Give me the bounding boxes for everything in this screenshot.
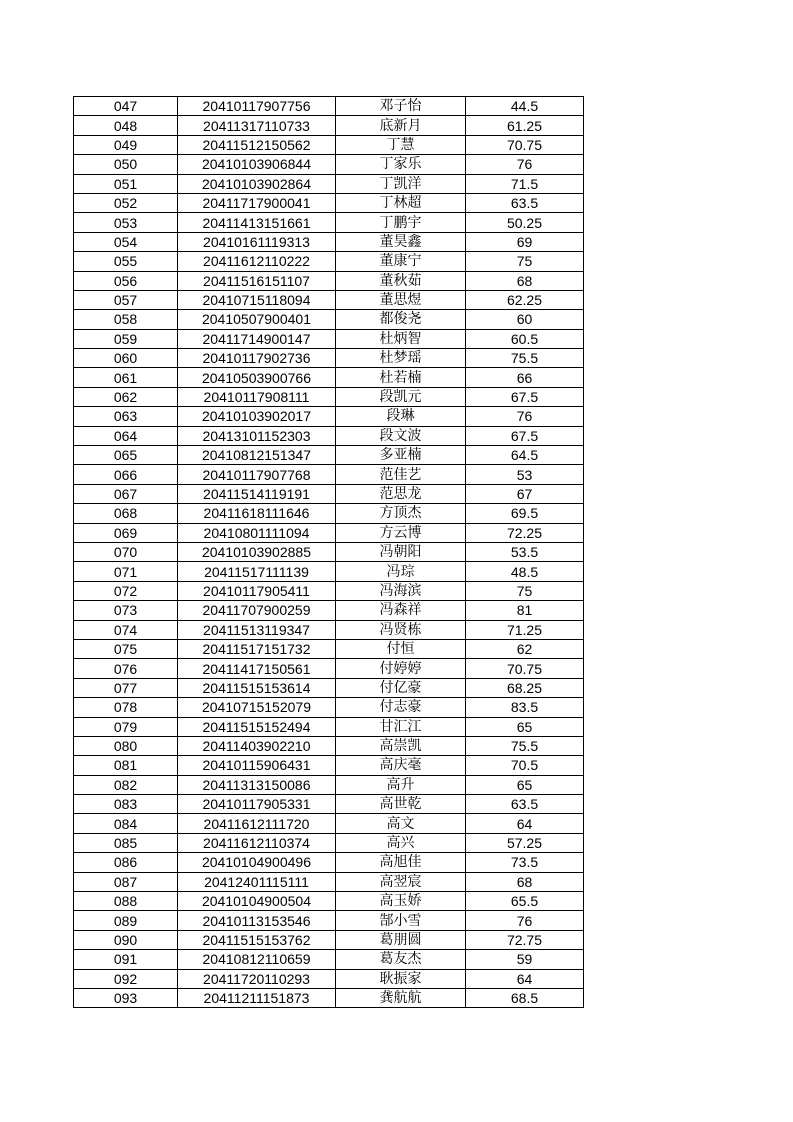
score-cell: 66 (466, 368, 584, 387)
table-row (74, 523, 584, 542)
student-name-cell: 多亚楠 (336, 446, 466, 465)
score-cell: 64 (466, 969, 584, 988)
student-name-cell: 范佳艺 (336, 465, 466, 484)
row-number-cell: 083 (74, 795, 178, 814)
exam-id-cell: 20410117908111 (178, 387, 336, 406)
student-name-cell: 高崇凯 (336, 736, 466, 755)
score-cell: 76 (466, 911, 584, 930)
student-name-cell: 丁鹏宇 (336, 213, 466, 232)
student-name-cell: 高玉娇 (336, 892, 466, 911)
exam-id-cell: 20411417150561 (178, 659, 336, 678)
student-name-cell: 段凯元 (336, 387, 466, 406)
table-row (74, 387, 584, 406)
table-row (74, 795, 584, 814)
student-name-cell: 董思煜 (336, 290, 466, 309)
row-number-cell: 084 (74, 814, 178, 833)
exam-id-cell: 20410103902885 (178, 542, 336, 561)
row-number-cell: 092 (74, 969, 178, 988)
row-number-cell: 047 (74, 97, 178, 116)
score-cell: 75 (466, 581, 584, 600)
row-number-cell: 058 (74, 310, 178, 329)
student-name-cell: 都俊尧 (336, 310, 466, 329)
score-cell: 75.5 (466, 349, 584, 368)
score-cell: 73.5 (466, 853, 584, 872)
student-name-cell: 高世乾 (336, 795, 466, 814)
exam-id-cell: 20410801111094 (178, 523, 336, 542)
score-cell: 64.5 (466, 446, 584, 465)
exam-id-cell: 20411515153614 (178, 678, 336, 697)
table-row (74, 562, 584, 581)
row-number-cell: 086 (74, 853, 178, 872)
student-name-cell: 段文波 (336, 426, 466, 445)
row-number-cell: 093 (74, 988, 178, 1007)
row-number-cell: 090 (74, 930, 178, 949)
exam-id-cell: 20411512150562 (178, 135, 336, 154)
table-row (74, 853, 584, 872)
table-row (74, 639, 584, 658)
table-body (74, 97, 584, 1008)
exam-id-cell: 20410507900401 (178, 310, 336, 329)
row-number-cell: 069 (74, 523, 178, 542)
score-cell: 76 (466, 407, 584, 426)
exam-id-cell: 20410812151347 (178, 446, 336, 465)
score-cell: 68 (466, 271, 584, 290)
row-number-cell: 071 (74, 562, 178, 581)
table-row (74, 892, 584, 911)
exam-id-cell: 20411413151661 (178, 213, 336, 232)
table-row (74, 290, 584, 309)
student-name-cell: 付亿豪 (336, 678, 466, 697)
row-number-cell: 052 (74, 193, 178, 212)
row-number-cell: 080 (74, 736, 178, 755)
table-row (74, 116, 584, 135)
table-row (74, 542, 584, 561)
student-name-cell: 付婷婷 (336, 659, 466, 678)
student-name-cell: 董昊鑫 (336, 232, 466, 251)
table-row (74, 698, 584, 717)
row-number-cell: 082 (74, 775, 178, 794)
table-row (74, 310, 584, 329)
student-name-cell: 冯海滨 (336, 581, 466, 600)
exam-id-cell: 20410117902736 (178, 349, 336, 368)
student-name-cell: 葛朋圆 (336, 930, 466, 949)
score-cell: 75.5 (466, 736, 584, 755)
exam-id-cell: 20411317110733 (178, 116, 336, 135)
exam-id-cell: 20411515153762 (178, 930, 336, 949)
score-cell: 69.5 (466, 504, 584, 523)
exam-id-cell: 20410103902864 (178, 174, 336, 193)
row-number-cell: 059 (74, 329, 178, 348)
score-cell: 68.25 (466, 678, 584, 697)
exam-id-cell: 20411514119191 (178, 484, 336, 503)
row-number-cell: 061 (74, 368, 178, 387)
table-row (74, 678, 584, 697)
student-name-cell: 郜小雪 (336, 911, 466, 930)
row-number-cell: 067 (74, 484, 178, 503)
row-number-cell: 089 (74, 911, 178, 930)
score-cell: 67 (466, 484, 584, 503)
score-cell: 63.5 (466, 795, 584, 814)
row-number-cell: 049 (74, 135, 178, 154)
exam-id-cell: 20410117905331 (178, 795, 336, 814)
table-row (74, 659, 584, 678)
row-number-cell: 091 (74, 950, 178, 969)
student-name-cell: 冯朝阳 (336, 542, 466, 561)
row-number-cell: 051 (74, 174, 178, 193)
score-cell: 76 (466, 155, 584, 174)
exam-id-cell: 20410715118094 (178, 290, 336, 309)
exam-id-cell: 20411403902210 (178, 736, 336, 755)
student-name-cell: 董秋茹 (336, 271, 466, 290)
score-cell: 60 (466, 310, 584, 329)
student-name-cell: 耿振家 (336, 969, 466, 988)
student-name-cell: 丁慧 (336, 135, 466, 154)
row-number-cell: 048 (74, 116, 178, 135)
table-row (74, 426, 584, 445)
score-cell: 70.75 (466, 659, 584, 678)
student-name-cell: 高兴 (336, 833, 466, 852)
student-name-cell: 冯森祥 (336, 601, 466, 620)
student-name-cell: 甘汇江 (336, 717, 466, 736)
score-cell: 50.25 (466, 213, 584, 232)
row-number-cell: 072 (74, 581, 178, 600)
score-cell: 81 (466, 601, 584, 620)
table-row (74, 407, 584, 426)
student-name-cell: 段琳 (336, 407, 466, 426)
student-name-cell: 高文 (336, 814, 466, 833)
score-cell: 75 (466, 252, 584, 271)
table-row (74, 232, 584, 251)
exam-id-cell: 20410104900504 (178, 892, 336, 911)
exam-id-cell: 20411720110293 (178, 969, 336, 988)
table-row (74, 872, 584, 891)
score-cell: 60.5 (466, 329, 584, 348)
row-number-cell: 057 (74, 290, 178, 309)
exam-id-cell: 20411211151873 (178, 988, 336, 1007)
table-row (74, 193, 584, 212)
table-row (74, 581, 584, 600)
score-cell: 62.25 (466, 290, 584, 309)
student-name-cell: 丁凯洋 (336, 174, 466, 193)
exam-id-cell: 20410812110659 (178, 950, 336, 969)
row-number-cell: 050 (74, 155, 178, 174)
row-number-cell: 075 (74, 639, 178, 658)
score-cell: 70.75 (466, 135, 584, 154)
student-name-cell: 葛友杰 (336, 950, 466, 969)
student-name-cell: 高庆毫 (336, 756, 466, 775)
score-cell: 72.75 (466, 930, 584, 949)
table-row (74, 775, 584, 794)
exam-id-cell: 20412401115111 (178, 872, 336, 891)
table-row (74, 911, 584, 930)
student-name-cell: 底新月 (336, 116, 466, 135)
score-cell: 68 (466, 872, 584, 891)
row-number-cell: 074 (74, 620, 178, 639)
student-name-cell: 付志豪 (336, 698, 466, 717)
score-cell: 67.5 (466, 426, 584, 445)
row-number-cell: 085 (74, 833, 178, 852)
table-row (74, 174, 584, 193)
score-sheet (73, 96, 584, 1008)
student-name-cell: 董康宁 (336, 252, 466, 271)
exam-id-cell: 20410161119313 (178, 232, 336, 251)
exam-id-cell: 20410503900766 (178, 368, 336, 387)
table-row (74, 155, 584, 174)
table-row (74, 97, 584, 116)
exam-id-cell: 20411517111139 (178, 562, 336, 581)
student-name-cell: 邓子怡 (336, 97, 466, 116)
student-name-cell: 高旭佳 (336, 853, 466, 872)
exam-id-cell: 20410715152079 (178, 698, 336, 717)
table-row (74, 717, 584, 736)
exam-id-cell: 20411513119347 (178, 620, 336, 639)
table-row (74, 252, 584, 271)
table-row (74, 465, 584, 484)
student-name-cell: 丁家乐 (336, 155, 466, 174)
score-cell: 63.5 (466, 193, 584, 212)
exam-id-cell: 20411707900259 (178, 601, 336, 620)
score-cell: 65 (466, 717, 584, 736)
table-row (74, 504, 584, 523)
score-cell: 64 (466, 814, 584, 833)
row-number-cell: 081 (74, 756, 178, 775)
row-number-cell: 054 (74, 232, 178, 251)
table-row (74, 736, 584, 755)
exam-id-cell: 20411612111720 (178, 814, 336, 833)
exam-id-cell: 20410104900496 (178, 853, 336, 872)
table-row (74, 601, 584, 620)
score-table (73, 96, 584, 1008)
student-name-cell: 冯琮 (336, 562, 466, 581)
score-cell: 57.25 (466, 833, 584, 852)
score-cell: 44.5 (466, 97, 584, 116)
row-number-cell: 068 (74, 504, 178, 523)
table-row (74, 833, 584, 852)
row-number-cell: 088 (74, 892, 178, 911)
table-row (74, 271, 584, 290)
row-number-cell: 073 (74, 601, 178, 620)
exam-id-cell: 20411515152494 (178, 717, 336, 736)
row-number-cell: 062 (74, 387, 178, 406)
exam-id-cell: 20410113153546 (178, 911, 336, 930)
score-cell: 67.5 (466, 387, 584, 406)
table-row (74, 756, 584, 775)
table-row (74, 988, 584, 1007)
row-number-cell: 077 (74, 678, 178, 697)
score-cell: 53 (466, 465, 584, 484)
row-number-cell: 079 (74, 717, 178, 736)
exam-id-cell: 20411517151732 (178, 639, 336, 658)
student-name-cell: 丁林超 (336, 193, 466, 212)
table-row (74, 446, 584, 465)
score-cell: 65.5 (466, 892, 584, 911)
table-row (74, 930, 584, 949)
student-name-cell: 高翌宸 (336, 872, 466, 891)
row-number-cell: 066 (74, 465, 178, 484)
row-number-cell: 063 (74, 407, 178, 426)
score-cell: 72.25 (466, 523, 584, 542)
score-cell: 70.5 (466, 756, 584, 775)
student-name-cell: 高升 (336, 775, 466, 794)
table-row (74, 349, 584, 368)
exam-id-cell: 20411717900041 (178, 193, 336, 212)
score-cell: 65 (466, 775, 584, 794)
table-row (74, 484, 584, 503)
student-name-cell: 方顶杰 (336, 504, 466, 523)
score-cell: 68.5 (466, 988, 584, 1007)
table-row (74, 814, 584, 833)
score-cell: 83.5 (466, 698, 584, 717)
exam-id-cell: 20410103906844 (178, 155, 336, 174)
score-cell: 62 (466, 639, 584, 658)
student-name-cell: 龚航航 (336, 988, 466, 1007)
row-number-cell: 056 (74, 271, 178, 290)
table-row (74, 950, 584, 969)
row-number-cell: 087 (74, 872, 178, 891)
score-cell: 71.5 (466, 174, 584, 193)
exam-id-cell: 20411714900147 (178, 329, 336, 348)
exam-id-cell: 20410103902017 (178, 407, 336, 426)
student-name-cell: 范思龙 (336, 484, 466, 503)
table-row (74, 329, 584, 348)
exam-id-cell: 20410117907756 (178, 97, 336, 116)
row-number-cell: 070 (74, 542, 178, 561)
score-cell: 53.5 (466, 542, 584, 561)
row-number-cell: 055 (74, 252, 178, 271)
student-name-cell: 杜梦瑶 (336, 349, 466, 368)
exam-id-cell: 20410115906431 (178, 756, 336, 775)
exam-id-cell: 20411618111646 (178, 504, 336, 523)
row-number-cell: 076 (74, 659, 178, 678)
row-number-cell: 064 (74, 426, 178, 445)
table-row (74, 620, 584, 639)
exam-id-cell: 20410117907768 (178, 465, 336, 484)
student-name-cell: 付恒 (336, 639, 466, 658)
table-row (74, 135, 584, 154)
student-name-cell: 冯贤栋 (336, 620, 466, 639)
score-cell: 69 (466, 232, 584, 251)
student-name-cell: 方云博 (336, 523, 466, 542)
table-row (74, 213, 584, 232)
exam-id-cell: 20411516151107 (178, 271, 336, 290)
exam-id-cell: 20411612110222 (178, 252, 336, 271)
student-name-cell: 杜若楠 (336, 368, 466, 387)
score-cell: 71.25 (466, 620, 584, 639)
row-number-cell: 065 (74, 446, 178, 465)
score-cell: 59 (466, 950, 584, 969)
row-number-cell: 053 (74, 213, 178, 232)
exam-id-cell: 20411313150086 (178, 775, 336, 794)
table-row (74, 969, 584, 988)
score-cell: 61.25 (466, 116, 584, 135)
exam-id-cell: 20413101152303 (178, 426, 336, 445)
table-row (74, 368, 584, 387)
row-number-cell: 060 (74, 349, 178, 368)
score-cell: 48.5 (466, 562, 584, 581)
exam-id-cell: 20411612110374 (178, 833, 336, 852)
exam-id-cell: 20410117905411 (178, 581, 336, 600)
row-number-cell: 078 (74, 698, 178, 717)
student-name-cell: 杜炳智 (336, 329, 466, 348)
